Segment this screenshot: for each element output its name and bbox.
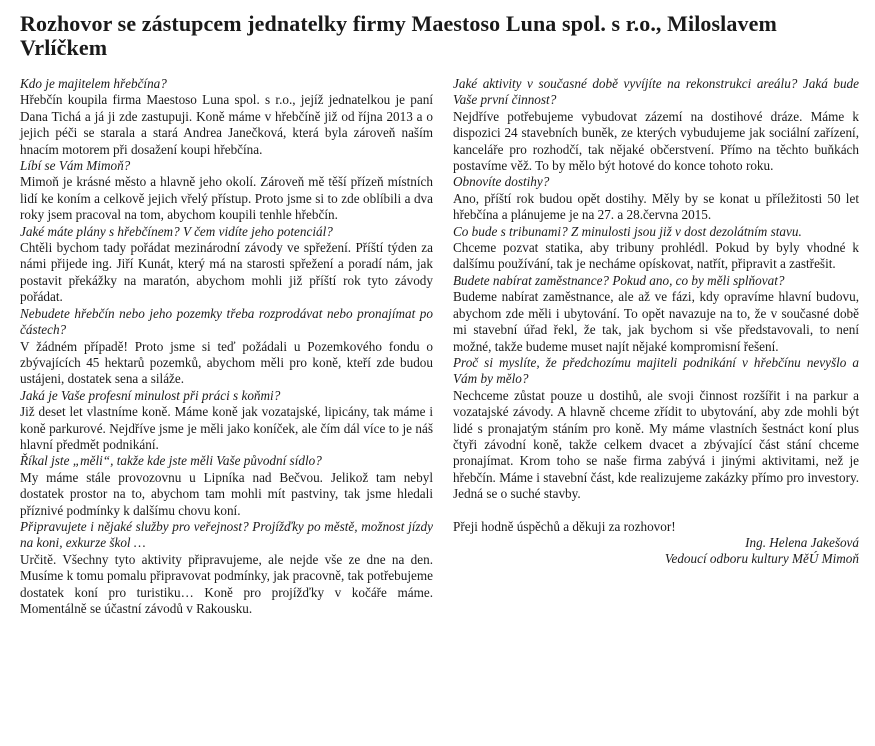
question: Co bude s tribunami? Z minulosti jsou již v dost dezolátním stavu. bbox=[453, 223, 802, 239]
question: Říkal jste „měli“, takže kde jste měli Vaše původní sídlo? bbox=[20, 453, 322, 469]
answer: V žádném případě! Proto jsme si teď požádali u Pozemkového fondu o zbývajících 45 hektarů pozemků, abychom měli pro koně, kteří zde budou ustájeni, dostatek sena a siláže. bbox=[20, 338, 433, 387]
answer: Již deset let vlastníme koně. Máme koně jak vozatajské, lipicány, tak máme i koně parkurové. Nejdříve jsme je měli jako koníček, ale čím dál více to je náš hlavní předmět podnikání. bbox=[20, 404, 433, 452]
left-column bbox=[20, 76, 433, 617]
question: Kdo je majitelem hřebčína? bbox=[20, 76, 167, 91]
question: Jaké máte plány s hřebčínem? V čem vidíte jeho potenciál? bbox=[20, 223, 333, 239]
answer: Určitě. Všechny tyto aktivity připravujeme, ale nejde vše ze dne na den. Musíme k tomu pomalu připravovat podmínky, jak pracovně, tak potřebujeme dostatek koní pro turistiku… Koně pro projížďky v kočáře máme. Momentálně se účastní závodů v Rakousku. bbox=[20, 551, 433, 616]
spacer bbox=[453, 503, 859, 519]
closing-line: Přeji hodně úspěchů a děkuji za rozhovor! bbox=[453, 518, 676, 534]
question: Obnovíte dostihy? bbox=[453, 174, 550, 190]
answer: Budeme nabírat zaměstnance, ale až ve fázi, kdy opravíme hlavní budovu, abychom zde měli i ubytování. To opět navazuje na to, že v současné době mi stavební úřad řekl, že tak, jak bychom si vše představovali, to není možné, takže budeme muset najít nějaké kompromisní řešení. bbox=[453, 289, 859, 354]
signature-position: Vedoucí odboru kultury MěÚ Mimoň bbox=[664, 551, 859, 567]
article-title: Rozhovor se zástupcem jednatelky firmy Maestoso Luna spol. s r.o., Miloslavem Vrlíčkem bbox=[20, 11, 777, 60]
question: Jaké aktivity v současné době vyvíjíte na rekonstrukci areálu? Jaká bude Vaše první činnost? bbox=[453, 76, 859, 108]
answer: My máme stále provozovnu u Lipníka nad Bečvou. Jelikož tam nebyl dostatek prostor na to, abychom tam mohli mít pastviny, tak jsme hledali příznivé podmínky k dalšímu chovu koní. bbox=[20, 469, 433, 518]
question: Připravujete i nějaké služby pro veřejnost? Projížďky po městě, možnost jízdy na koni, exkurze škol … bbox=[20, 518, 433, 551]
signature-name: Ing. Helena Jakešová bbox=[745, 534, 859, 550]
question: Líbí se Vám Mimoň? bbox=[20, 158, 131, 174]
answer: Chtěli bychom tady pořádat mezinárodní závody ve spřežení. Příští týden za námi přijede ing. Jiří Kunát, který má na starosti spřežení a poradí nám, jak postavit překážky na maratón, abychom mohli již příští rok tyto závody pořádat. bbox=[20, 240, 433, 305]
answer: Hřebčín koupila firma Maestoso Luna spol. s r.o., jejíž jednatelkou je paní Dana Tichá a já ji zde zastupuji. Koně máme v hřebčíně již od října 2013 a o jejich péči se starala a stará Andrea Janečková, která byla zároveň naším hnacím motorem při dosažení koupi hřebčína. bbox=[20, 92, 433, 157]
answer: Mimoň je krásné město a hlavně jeho okolí. Zároveň mě těší přízeň místních lidí ke koním a celkově jejich vřelý přístup. Proto jsme si to zde oblíbili a dva roky jsem pracoval na tom, abychom koupili tenhle hřebčín. bbox=[20, 174, 433, 223]
answer: Chceme pozvat statika, aby tribuny prohlédl. Pokud by byly vhodné k dalšímu používání, tak je necháme opískovat, natřít, připravit a zastřešit. bbox=[453, 240, 859, 272]
question: Proč si myslíte, že předchozímu majiteli podnikání v hřebčínu nevyšlo a Vám by mělo? bbox=[453, 354, 859, 387]
question: Jaká je Vaše profesní minulost při práci s koňmi? bbox=[20, 387, 281, 403]
answer: Ano, příští rok budou opět dostihy. Měly by se konat u příležitosti 50 let hřebčína a plánujeme je na 27. a 28.června 2015. bbox=[453, 190, 859, 223]
answer: Nejdříve potřebujeme vybudovat zázemí na dostihové dráze. Máme k dispozici 24 stavebních buněk, ze kterých vybudujeme jak sociální zařízení, kanceláře pro rozhodčí, tak nějaké občerstvení. Přímo na těchto buňkách postavíme věž. To by mělo být hotové do konce tohoto roku. bbox=[453, 108, 859, 174]
answer: Nechceme zůstat pouze u dostihů, ale svoji činnost rozšířit i na parkur a vozatajské závody. A hlavně chceme zřídit to ubytování, aby zde mohli být lidé s pronajatým stáním pro koně. My máme vlastních šestnáct koní plus čtyři závodní koně, takže celkem dvacet a zbývající část stání chceme pronajímat. Krom toho se naše firma zabývá i jinými aktivitami, než je hřebčín. Máme i stavební část, kde realizujeme zakázky přímo pro investory. Jedná se o suché stavby. bbox=[453, 387, 859, 502]
right-column bbox=[453, 76, 859, 568]
question: Budete nabírat zaměstnance? Pokud ano, co by měli splňovat? bbox=[453, 272, 785, 288]
question: Nebudete hřebčín nebo jeho pozemky třeba rozprodávat nebo pronajímat po částech? bbox=[20, 305, 433, 338]
